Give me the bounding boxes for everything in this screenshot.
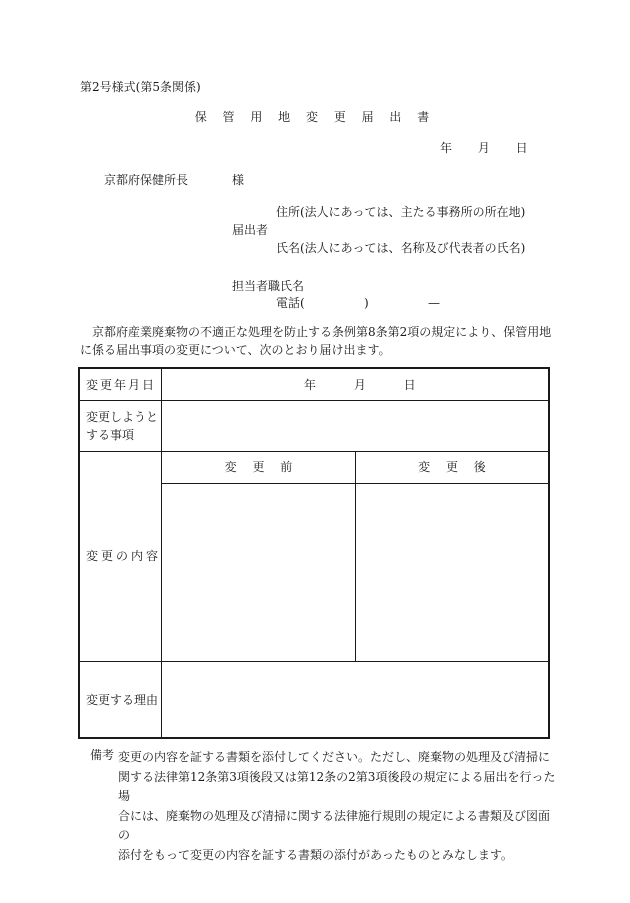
remarks-label: 備考	[90, 748, 115, 762]
remarks-line: 関する法律第12条第3項後段又は第12条の2第3項後段の規定による届出を行った場	[118, 769, 556, 803]
before-header: 変 更 前	[224, 460, 293, 474]
before-content-field[interactable]	[162, 484, 355, 661]
notification-table	[78, 367, 550, 739]
change-date-value: 年 月 日	[304, 378, 416, 392]
change-item-label: 変更しようとする事項	[86, 410, 159, 442]
change-reason-label: 変更する理由	[86, 693, 159, 707]
remarks-line: 変更の内容を証する書類を添付してください。ただし、廃棄物の処理及び清掃に	[118, 750, 551, 764]
change-item-field[interactable]	[162, 401, 548, 451]
change-content-label: 変更の内容	[86, 549, 162, 563]
remarks-line: 合には、廃棄物の処理及び清掃に関する法律施行規則の規定による書類及び図面の	[118, 808, 551, 842]
page-title: 保 管 用 地 変 更 届 出 書	[194, 110, 436, 124]
contact-person-label: 担当者職氏名	[232, 279, 305, 293]
after-header: 変 更 後	[418, 460, 486, 474]
date-line: 年 月 日	[440, 141, 528, 155]
change-date-label: 変更年月日	[86, 378, 157, 392]
honorific: 様	[232, 173, 245, 187]
phone-label: 電話(	[276, 296, 305, 310]
phone-dash: —	[428, 296, 440, 310]
address-label: 住所(法人にあっては、主たる事務所の所在地)	[276, 205, 526, 219]
after-content-field[interactable]	[356, 484, 548, 661]
intro-paragraph: 京都府産業廃棄物の不適正な処理を防止する条例第8条第2項の規定により、保管用地に係る届出事項の変更について、次のとおり届け出ます。	[80, 325, 552, 357]
remarks-text	[118, 748, 556, 865]
name-label: 氏名(法人にあっては、名称及び代表者の氏名)	[276, 241, 526, 255]
remarks-line: 添付をもって変更の内容を証する書類の添付があったものとみなします。	[118, 847, 513, 862]
notifier-label: 届出者	[232, 223, 269, 237]
addressee: 京都府保健所長	[104, 173, 189, 187]
change-reason-field[interactable]	[162, 662, 548, 737]
phone-close-paren: )	[364, 296, 369, 310]
form-number: 第2号様式(第5条関係)	[80, 80, 201, 94]
